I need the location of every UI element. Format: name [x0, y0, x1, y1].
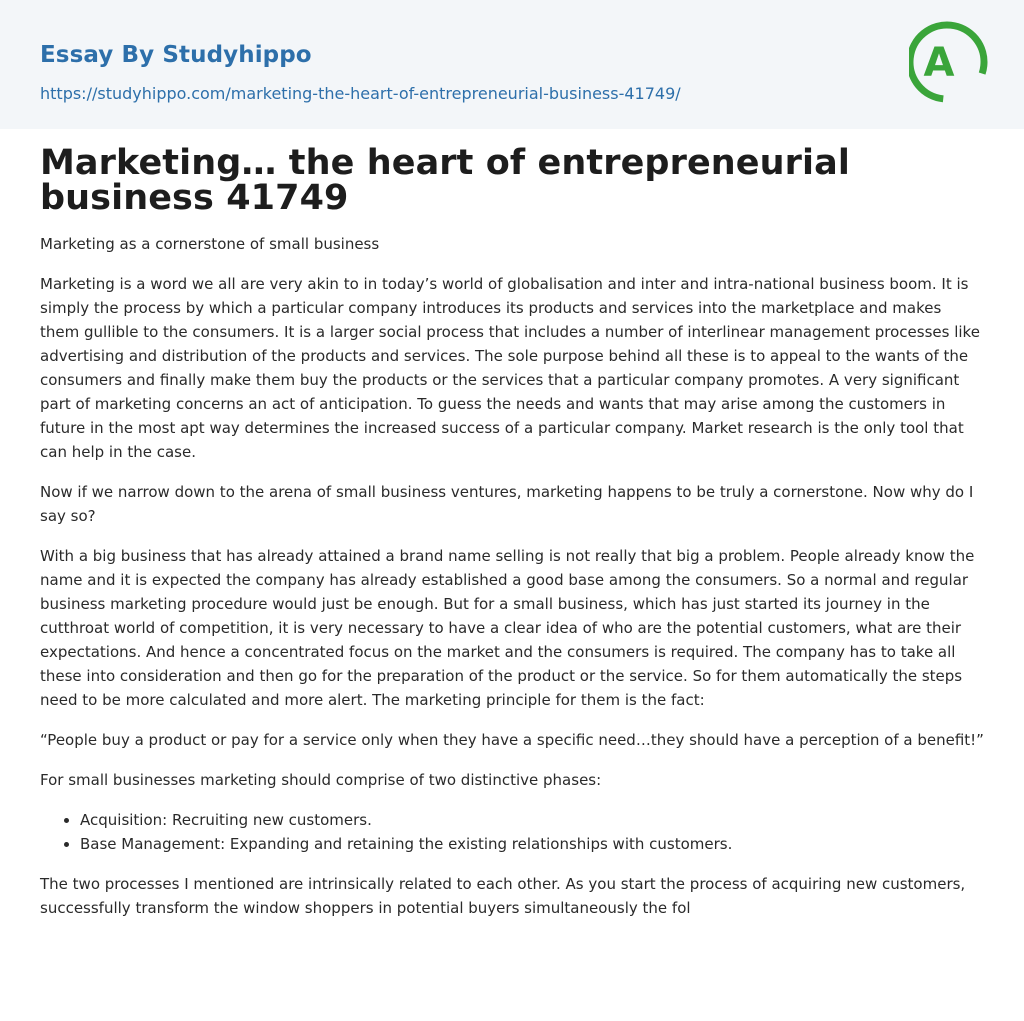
brand-title[interactable]: Essay By Studyhippo [40, 42, 312, 68]
logo-letter: A [923, 40, 955, 86]
list-item: • Base Management: Expanding and retaining the existing relationships with customers. [80, 832, 985, 856]
quote-paragraph: “People buy a product or pay for a service only when they have a specific need…they should have a perception of a benefit!” [40, 731, 984, 749]
paragraph: Marketing is a word we all are very akin to in today’s world of globalisation and inter and intra-national business boom. It is simply the process by which a particular company introduces its products and services into the marketplace and makes them gullible to the consumers. It is a larger social process that includes a number of interlinear management processes like advertising and distribution of the products and services. The sole purpose behind all these is to appeal to the wants of the consumers and finally make them buy the products or the services that a particular company promotes. A very significant part of marketing concerns an act of anticipation. To guess the needs and wants that may arise among the customers in future in the most apt way determines the increased success of a particular company. Market research is the only tool that can help in the case. [40, 275, 980, 461]
article-title: Marketing… the heart of entrepreneurial business 41749 [40, 143, 850, 218]
paragraph: Now if we narrow down to the arena of small business ventures, marketing happens to be truly a cornerstone. Now why do I say so? [40, 483, 974, 525]
closing-paragraph: The two processes I mentioned are intrinsically related to each other. As you start the process of acquiring new customers, successfully transform the window shoppers in potential buyers simultaneously the fol [40, 875, 966, 917]
site-header [0, 0, 1024, 129]
list-item: • Acquisition: Recruiting new customers. [80, 808, 985, 832]
studyhippo-logo-icon[interactable] [909, 17, 989, 107]
paragraph: With a big business that has already attained a brand name selling is not really that big a problem. People already know the name and it is expected the company has already established a good base among the consumers. So a normal and regular business marketing procedure would just be enough. But for a small business, which has just started its journey in the cutthroat world of competition, it is very necessary to have a clear idea of who are the potential customers, what are their expectations. And hence a concentrated focus on the market and the consumers is required. The company has to take all these into consideration and then go for the preparation of the product or the service. So for them automatically the steps need to be more calculated and more alert. The marketing principle for them is the fact: [40, 547, 975, 709]
article-body [40, 143, 985, 920]
article-subtitle: Marketing as a cornerstone of small business [40, 235, 380, 253]
source-url-link[interactable]: https://studyhippo.com/marketing-the-heart-of-entrepreneurial-business-41749/ [40, 84, 681, 103]
paragraph: For small businesses marketing should comprise of two distinctive phases: [40, 771, 602, 789]
phases-list [40, 808, 985, 856]
